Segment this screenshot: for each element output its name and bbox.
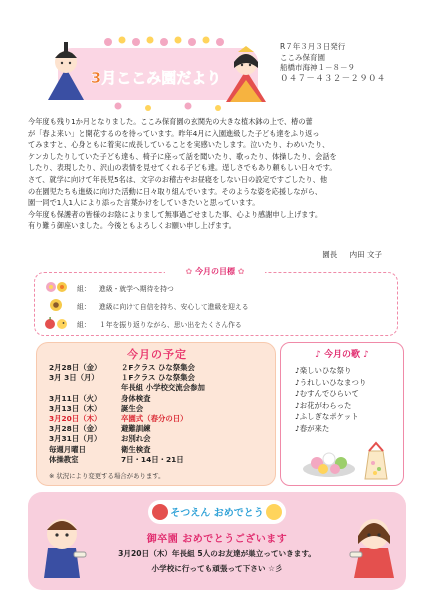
message-line: が「春よ来い」と開花するのを待っています。昨年4月に入園進級した子ども達をふり返っ (28, 128, 320, 138)
schedule-event: 卒園式（春分の日） (121, 413, 188, 423)
schedule-row (49, 363, 273, 373)
graduation-section (28, 492, 406, 590)
message-line: 今年度も残り1か月となりました。ここみ保育園の玄関先の大きな植木鉢の上で、椿の蕾 (28, 117, 313, 126)
issuer-info (280, 42, 410, 84)
song-item: ♪ふしぎなポケット (295, 412, 359, 422)
goal-row (43, 317, 383, 331)
graduation-message (88, 498, 346, 586)
message-line: したり、表現したり、沢山の表情を見せてくれる子ども達。逞しさでもあり頼もしい日々です。 (28, 163, 337, 173)
message-line: てみますと、心身ともに着実に成長していることを実感いたします。泣いたり、わめいたり、 (28, 140, 330, 150)
newsletter-sheet (18, 22, 410, 592)
schedule-date: 3月 3日（月） (49, 373, 99, 383)
banner-title: 3月ここみ園だより (90, 69, 222, 87)
goal-row (43, 281, 383, 295)
hina-sweets-icon (287, 439, 399, 481)
schedule-date: 3月31日（月） (49, 434, 102, 444)
schedule-event: 身体検査 (121, 393, 151, 403)
signature (312, 249, 382, 260)
song-item: ♪楽しいひな祭り (295, 366, 352, 375)
banner-text: そつえん おめでとう (170, 508, 264, 519)
header (18, 22, 410, 114)
schedule-row (49, 434, 273, 444)
schedule-date: 3月13日（木） (49, 403, 102, 413)
schedule-row (49, 404, 273, 414)
schedule-row (49, 424, 273, 434)
schedule-event: １Fクラス ひな祭集会 (121, 373, 195, 383)
sunflower-icon (43, 297, 69, 313)
song-item: ♪お花がわらった (295, 400, 352, 410)
schedule-row (49, 445, 273, 455)
phone-number: ０４７－４３２－２９０４ (280, 73, 386, 84)
message-line: ケンカしたりしていた子ども達も、椅子に座って話を聞いたり、歌ったり、体操したり、会話を (28, 151, 337, 161)
goal-label: 組： (77, 321, 91, 329)
song-item: ♪むすんでひらいて (295, 389, 359, 399)
message-line: 今年度も保護者の皆様のお陰によりまして無事過ごせました事、心より感謝申し上げます。 (28, 209, 323, 219)
song-item: ♪うれしいひなまつり (295, 377, 367, 387)
schedule-event: 年長組 小学校交流会参加 (121, 383, 205, 393)
message-line: さて、就学に向けて年長児5名は、文字のお稽古やお昼寝をしない日の設定ですごしたり、他 (28, 174, 328, 184)
schedule-event: ２Fクラス ひな祭集会 (121, 363, 195, 372)
schedule-row (49, 383, 273, 393)
message-line: の在園児たちも進級に向けた活動に日々取り組んでいます。そのような姿を応援しながら、 (28, 186, 323, 196)
hina-doll-banner (38, 28, 274, 112)
director-message (28, 116, 410, 232)
monthly-songs (280, 342, 404, 486)
goal-text: 進級・就学へ期待を持つ (99, 285, 174, 293)
schedule-event: 避難訓練 (121, 424, 151, 434)
signature-role: 園長 (322, 250, 338, 259)
songs-list (295, 365, 366, 435)
apple-chick-icon (43, 315, 69, 331)
schedule-row (49, 394, 273, 404)
graduation-line: 3月20日（木）年長組 5人のお友達が巣立っていきます。 (118, 549, 316, 558)
goal-label: 組： (77, 303, 91, 311)
graduation-line: 小学校に行っても頑張って下さい ☆彡 (151, 564, 283, 573)
monthly-schedule (36, 342, 276, 486)
schedule-event: 7日・14日・21日 (121, 454, 184, 464)
congratulations-banner (146, 498, 288, 526)
goal-text: １年を振り返りながら、思い出をたくさん作る (99, 321, 242, 329)
schedule-row (49, 373, 273, 383)
goal-text: 進級に向けて自信を持ち、安心して進級を迎える (99, 303, 249, 311)
goals-title: ✿ 今月の目標 ✿ (165, 266, 265, 280)
signature-name: 内田 文子 (349, 250, 382, 259)
song-item: ♪春が来た (295, 423, 330, 433)
schedule-list (49, 363, 273, 465)
monthly-goals (34, 267, 398, 336)
graduation-heading: 御卒園 おめでとうございます (146, 534, 288, 545)
schedule-date: 体操教室 (49, 454, 79, 464)
flower-icon: ✿ (235, 267, 245, 276)
schedule-event: 誕生会 (121, 403, 144, 413)
schedule-date: 2月28日（金） (49, 363, 102, 372)
schedule-event: 衛生検査 (121, 444, 151, 454)
songs-title: ♪ 今月の歌 ♪ (315, 350, 369, 360)
message-line: 園一同で1人1人により添った言葉かけをしていきたいと思っています。 (28, 198, 260, 208)
goal-label: 組： (77, 285, 91, 293)
flower-icon: ✿ (185, 267, 195, 276)
schedule-date: 3月20日（木） (49, 413, 102, 423)
issue-date: R７年３月３日発行 (280, 42, 346, 51)
schedule-date: 3月28日（金） (49, 424, 102, 434)
message-line: 有り難う御座いました。今後ともよろしくお願い申し上げます。 (28, 221, 236, 231)
schedule-row (49, 414, 273, 424)
goal-row (43, 299, 383, 313)
schedule-note: ※ 状況により変更する場合があります。 (49, 472, 165, 480)
schedule-title: 今月の予定 (127, 348, 187, 361)
address: 船橋市海神１－８－９ (280, 63, 355, 72)
schedule-date: 3月11日（火） (49, 393, 102, 403)
schedule-date: 毎週月曜日 (49, 444, 86, 454)
schedule-event: お別れ会 (121, 434, 151, 444)
flower-pair-icon (43, 279, 69, 295)
schedule-row (49, 455, 273, 465)
nursery-name: ここみ保育園 (280, 52, 325, 62)
